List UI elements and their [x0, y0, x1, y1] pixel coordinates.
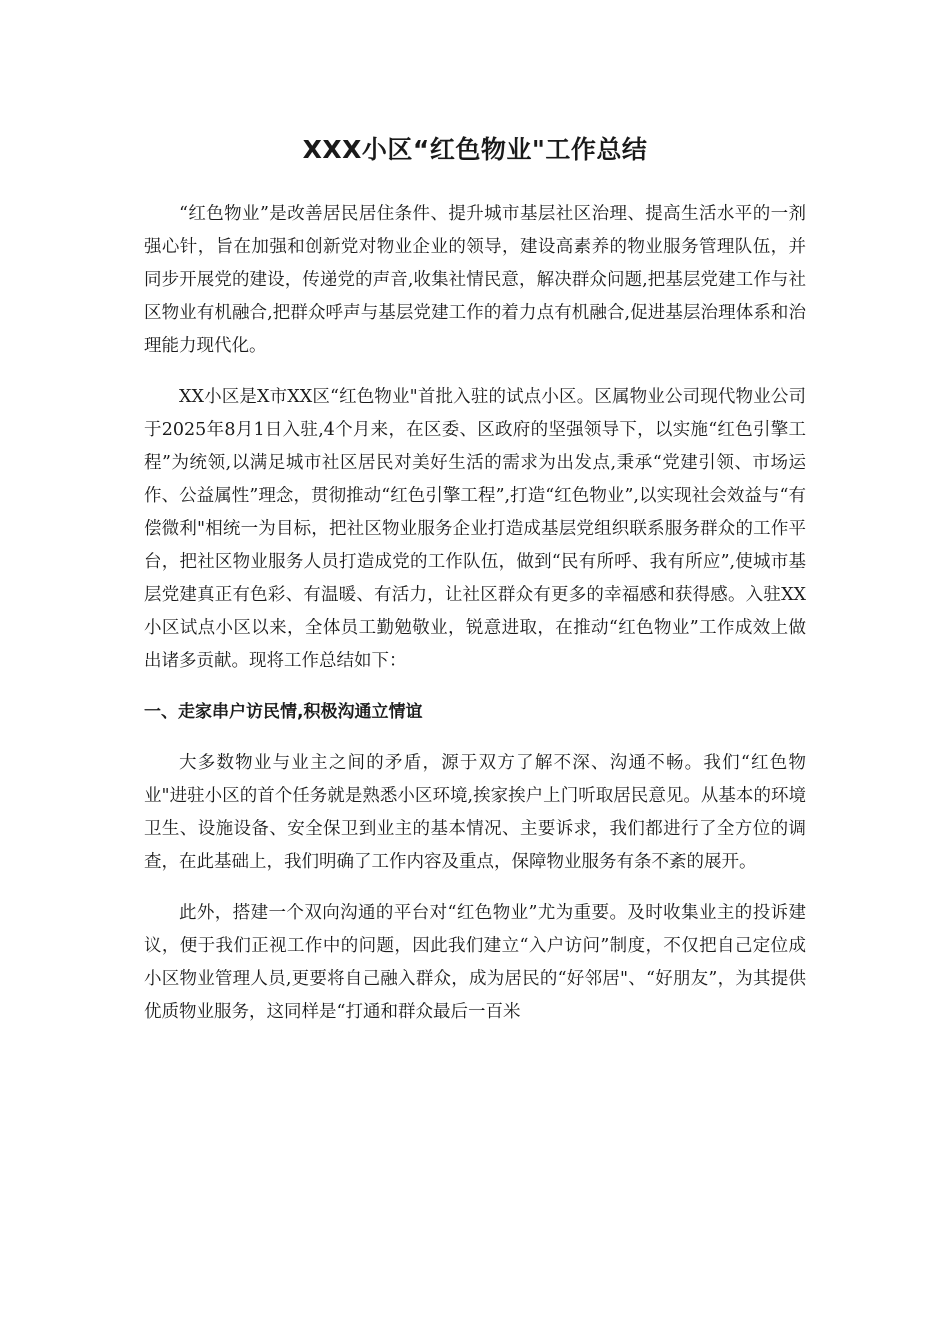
intro-paragraph: “红色物业”是改善居民居住条件、提升城市基层社区治理、提高生活水平的一剂强心针，旨在加强和创新党对物业企业的领导，建设高素养的物业服务管理队伍，并同步开展党的建设，传递党的声音,收集社情民意，解决群众问题,把基层党建工作与社区物业有机融合,把群众呼声与基层党建工作的着力点有机融合,促进基层治理体系和治理能力现代化。 — [144, 204, 806, 356]
document-page — [144, 128, 806, 1047]
section-heading: 一、走家串户访民情,积极沟通立情谊 — [144, 702, 423, 722]
background-paragraph: XX小区是X市XX区“红色物业"首批入驻的试点小区。区属物业公司现代物业公司于2025年8月1日入驻,4个月来，在区委、区政府的坚强领导下，以实施“红色引擎工程”为统领,以满足城市社区居民对美好生活的需求为出发点,秉承“党建引领、市场运作、公益属性”理念，贯彻推动“红色引擎工程”,打造“红色物业”,以实现社会效益与“有偿微利"相统一为目标，把社区物业服务企业打造成基层党组织联系服务群众的工作平台，把社区物业服务人员打造成党的工作队伍，做到“民有所呼、我有所应”,使城市基层党建真正有色彩、有温暖、有活力，让社区群众有更多的幸福感和获得感。入驻XX小区试点小区以来，全体员工勤勉敬业，锐意进取，在推动“红色物业”工作成效上做出诸多贡献。现将工作总结如下： — [144, 387, 806, 671]
section-paragraph: 此外，搭建一个双向沟通的平台对“红色物业”尤为重要。及时收集业主的投诉建议，便于我们正视工作中的问题，因此我们建立“入户访问”制度，不仅把自己定位成小区物业管理人员,更要将自己融入群众，成为居民的“好邻居"、“好朋友”，为其提供优质物业服务，这同样是“打通和群众最后一百米 — [144, 903, 806, 1022]
section-paragraph: 大多数物业与业主之间的矛盾，源于双方了解不深、沟通不畅。我们“红色物业"进驻小区的首个任务就是熟悉小区环境,挨家挨户上门听取居民意见。从基本的环境卫生、设施设备、安全保卫到业主的基本情况、主要诉求，我们都进行了全方位的调查，在此基础上，我们明确了工作内容及重点，保障物业服务有条不紊的展开。 — [144, 753, 806, 872]
document-title: XXX小区“红色物业"工作总结 — [302, 135, 648, 164]
